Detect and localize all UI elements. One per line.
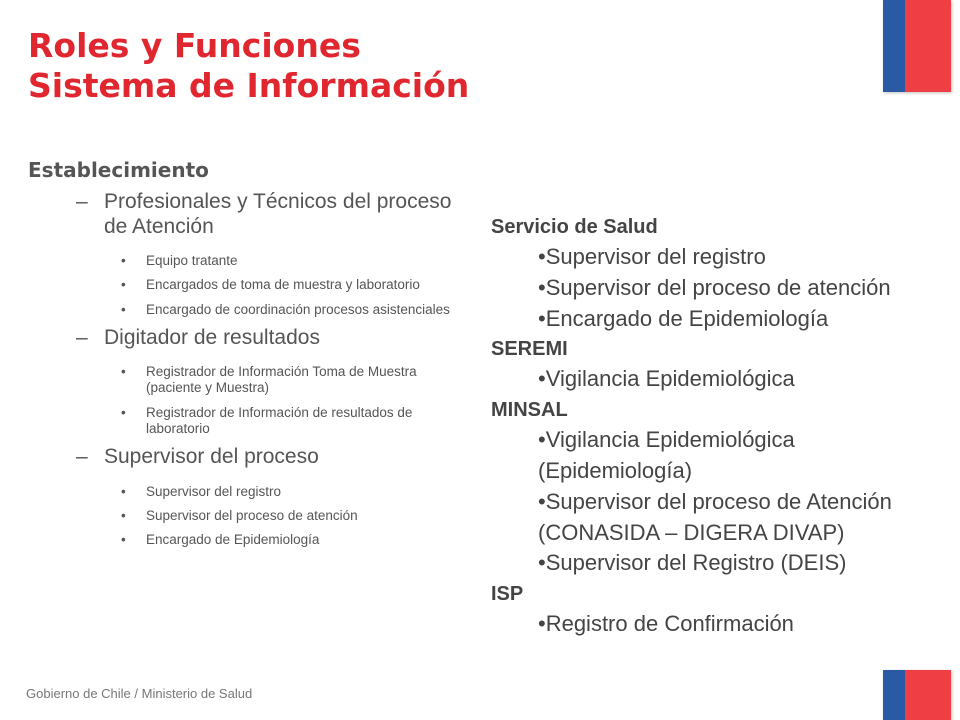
footer-text: Gobierno de Chile / Ministerio de Salud xyxy=(26,686,253,701)
list-item: •Registro de Confirmación xyxy=(538,611,794,637)
group-label: Supervisor del proceso xyxy=(104,445,319,468)
flag-red-band xyxy=(905,0,951,92)
group-label: Digitador de resultados xyxy=(104,325,320,349)
section-minsal: MINSAL xyxy=(491,399,568,422)
list-item: •Supervisor del proceso de Atención (CONASIDA – DIGERA DIVAP) xyxy=(538,488,892,545)
list-item: • Supervisor del registro xyxy=(121,483,282,499)
list-item: •Supervisor del Registro (DEIS) xyxy=(538,550,847,576)
list-item: • Encargado de coordinación procesos asistenciales xyxy=(121,301,450,317)
flag-blue-band xyxy=(883,0,905,92)
section-isp: ISP xyxy=(491,583,524,606)
list-item: •Encargado de Epidemiología xyxy=(538,305,829,331)
title-line-1: Roles y Funciones xyxy=(28,26,361,65)
list-item: •Vigilancia Epidemiológica xyxy=(538,366,795,392)
left-column xyxy=(28,158,468,556)
group-profesionales xyxy=(28,190,468,239)
group-label: Profesionales y Técnicos del proceso de Atención xyxy=(104,190,452,238)
supervisor-list xyxy=(28,484,468,549)
chile-flag-logo-bottom xyxy=(883,670,951,720)
list-item: • Equipo tratante xyxy=(121,253,238,269)
list-item: • Encargado de Epidemiología xyxy=(121,531,320,547)
profesionales-list xyxy=(28,253,468,318)
group-supervisor xyxy=(28,445,468,470)
establecimiento-heading: Establecimiento xyxy=(28,158,209,182)
flag-blue-band xyxy=(883,670,905,720)
dash-bullet: – xyxy=(76,445,88,468)
list-item: • Supervisor del proceso de atención xyxy=(121,507,358,523)
digitador-list xyxy=(28,364,468,437)
title-line-2: Sistema de Información xyxy=(28,66,470,106)
list-item: • Registrador de Información de resultados de laboratorio xyxy=(121,404,413,436)
dash-bullet: – xyxy=(76,325,88,349)
right-column xyxy=(491,212,931,640)
section-seremi: SEREMI xyxy=(491,338,568,361)
section-servicio-de-salud: Servicio de Salud xyxy=(491,216,658,238)
list-item: •Vigilancia Epidemiológica (Epidemiología) xyxy=(538,427,795,483)
chile-flag-logo-top xyxy=(883,0,951,92)
group-digitador xyxy=(28,326,468,351)
list-item: • Registrador de Información Toma de Muestra (paciente y Muestra) xyxy=(121,364,417,396)
flag-red-band xyxy=(905,670,951,720)
dash-bullet: – xyxy=(76,190,88,213)
page-title xyxy=(28,26,469,107)
list-item: • Encargados de toma de muestra y laboratorio xyxy=(121,277,420,293)
list-item: •Supervisor del proceso de atención xyxy=(538,274,891,300)
list-item: •Supervisor del registro xyxy=(538,244,766,269)
